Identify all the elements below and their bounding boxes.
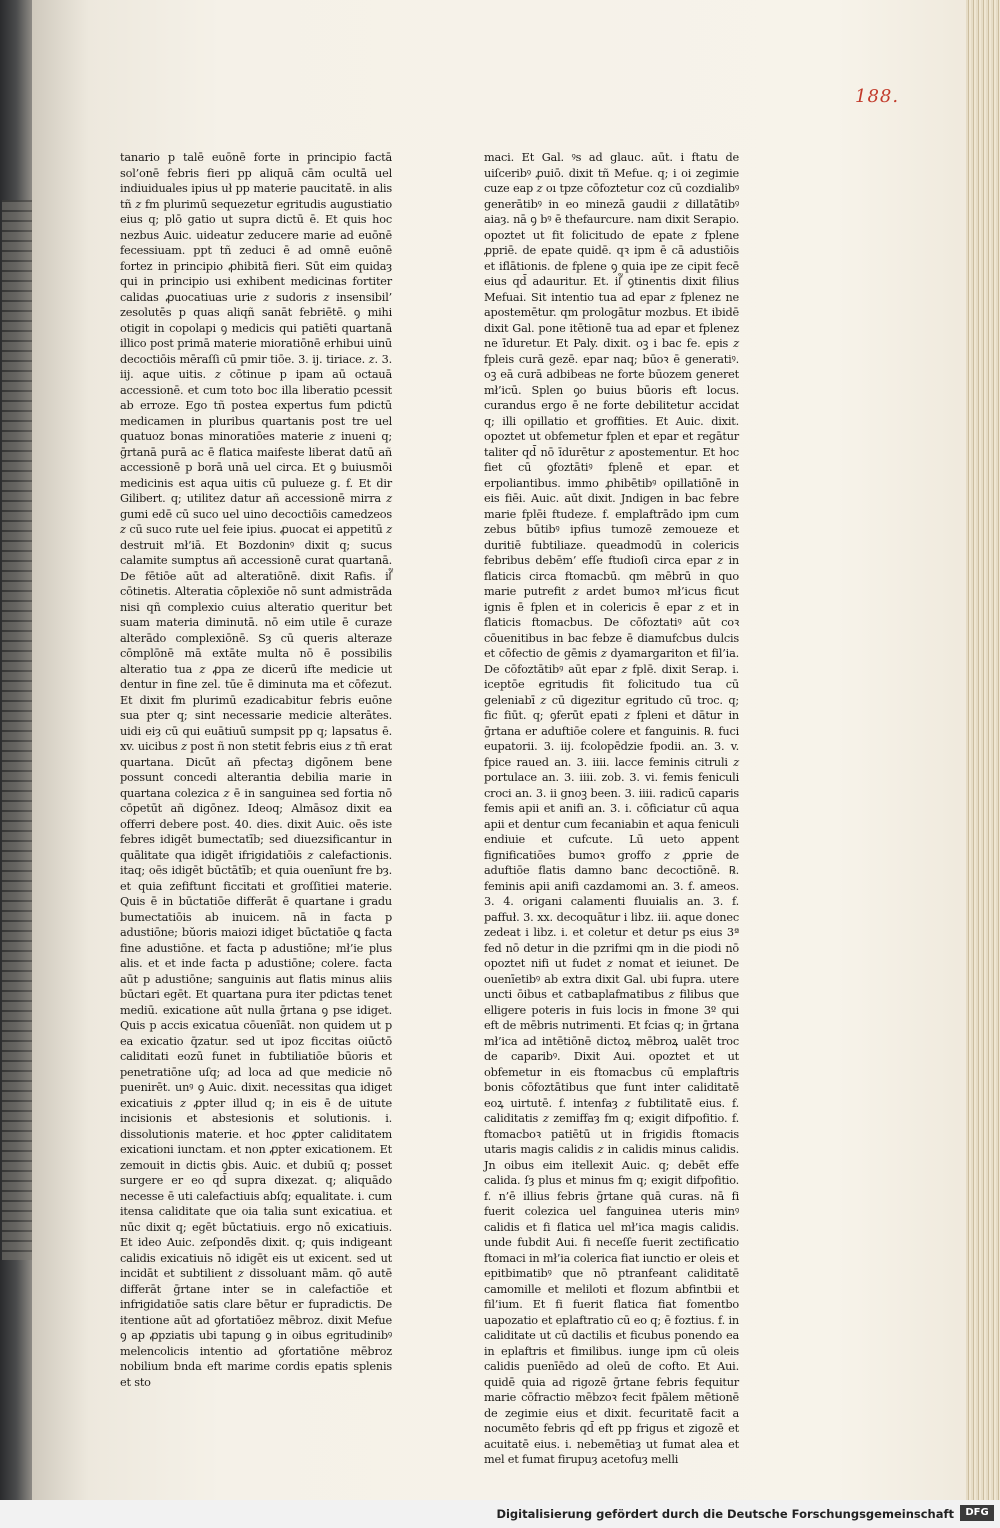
text-column-left	[120, 150, 392, 1389]
page-stack-edge	[966, 0, 1000, 1500]
previous-page-edge	[2, 200, 32, 1260]
right-column-text: maci. Et Gal. ꝰs ad glauc. aūt. i ftatu de uiſceribꝰ ꝓuiō. dixit tñ Mefue. q; i oi zegimie cuze eap 𝑧 oı tpze cōfoztetur coz cū cozdialibꝰ generātibꝰ in eo minezā gaudii 𝑧 dillatātibꝰ aiaȝ. nā ꝯ bꝰ ē thefaurcure. nam dixit Serapio. opoztet ut fit folicitudo de epate 𝑧 fplene ꝓpriē. de epate quidē. qꝛ ipm ē cā adustiōis et iflātionis. de fplene ꝯ quia ipe ze cipit fecē eius qd̄ adauritur. Et. iſ᷑ ꝯtinentis dixit filius Mefuai. Sit intentio tua ad epar 𝑧 fplenez ne apostemētur. qm prologātur mozbus. Et ibidē dixit Gal. pone itētionē tua ad epar et fplenez ne īduretur. Et Paly. dixit. oꝫ i bac fe. epis 𝑧 fpleis curā gezē. epar naq; būoꝛ ē generatiꝰ. oꝫ eā curā adbibeas ne forte būozem generet mł’icū. Splen ꝯo buius būoris eft locus. curandus ergo ē ne forte debilitetur accidat q; illi opillatio et groffities. Et Auic. dixit. opoztet ut obfemetur fplen et epar et regātur taliter qd̄ nō īdurētur 𝑧 apostementur. Et hoc fiet cū ꝯfoztātiꝰ fplenē et epar. et erpoliantibus. immo ꝓhibētibꝰ opillatiōnē in eis fiēi. Auic. aūt dixit. Jndigen in bac febre marie fplēi ftudeze. f. emplaftrādo ipm cum zebus būtibꝰ ipfius tumozē zemoueze et duritiē fubtiliaze. queadmodū in colericis febribus debēm’ efſe ftudioſi circa epar 𝑧 in flaticis circa ftomacbū. qm mēbrū in quo marie putrefit 𝑧 ardet bumoꝛ mł’icus ficut ignis ē fplen et in colericis ē epar 𝑧 et in flaticis ftomacbus. De cōfoztatiꝰ aūt coꝛ cōuenitibus in bac febze ē diamufcbus dulcis et cōfectio de gēmis 𝑧 dyamargariton et fil’ia. De cōfoztātibꝰ aūt epar 𝑧 fplē. dixit Serap. i. iceptōe egritudis fit folicitudo tua cū geleniabī 𝑧 cū digezitur egritudo cū troc. q; fic fiūt. q; ꝯferūt epati 𝑧 fpleni et dātur in ḡrtana er aduftiōe colere et fanguinis. ℞. fuci eupatorii. 3. iij. fcolopēdzie fpodii. an. 3. v. fpice raued an. 3. iiii. lacce feminis citruli 𝑧 portulace an. 3. iiii. zob. 3. vi. femis feniculi croci an. 3. ii gnoꝫ been. 3. iiii. radicū caparis femis apii et anifi an. 3. i. cōficiatur cū aqua apii et dentur cum fecaniabin et aqua feniculi endiuie et cufcute. Lū ueto appent fignificatiōes bumoꝛ groffo 𝑧 ꝓprie de aduftiōe flatis damno banc decoctiōnē. ℞. feminis apii anifi cazdamomi an. 3. f. ameos. 3. 4. origani calamenti fluuialis an. 3. f. paffuł. 3. xx. decoquātur i libz. iii. aque donec zedeat i libz. i. et coletur et detur ps eius 3ª fed nō detur in die pzrifmi qm in die piodi nō opoztet nifi ut fudet 𝑧 nomat et ieiunet. De ouenīetibꝰ ab extra dixit Gal. ubi fupra. utere uncti ōibus et catbaplafmatibus 𝑧 filibus que elligere poteris in fuis locis in fmone 3º qui eft de mēbris nutrimenti. Et fcias q; in ḡrtana mł’ica ad intētiōnē dictoꝝ mēbroꝝ ualēt troc de caparibꝰ. Dixit Aui. opoztet et ut obfemetur in eis ftomacbus cū emplaftris bonis cōfoztātibus que funt inter caliditatē eoꝝ uirtutē. f. intenfaȝ 𝑧 fubtilitatē eius. f. caliditatis 𝑧 zemiffaȝ fm q; exigit difpofitio. f. ftomacboꝛ patiētū ut in frigidis ftomacis utaris magis calidis 𝑧 in calidis minus calidis. Jn oibus eim itellexit Auic. q; debēt effe calida. ſȝ plus et minus fm q; exigit difpofitio. f. n’ē illius febris ḡrtane quā curas. nā fi fuerit colezica uel fanguinea uteris minꝰ calidis et fi flatica uel mł’ica magis calidis. unde fubdit Aui. fi neceſſe fuerit zectificatio ftomaci in mł’ia colerica fiat iunctio er oleis et epitbimatibꝰ que nō ptranfeant caliditatē camomille et meliloti et flozum abfintbii et fil’ium. Et fi fuerit flatica fiat fomentbo uapozatio et eplaftratio cū eo q; ē foztius. f. in caliditate ut cū dactilis et ficubus ponendo ea in eplaftris et fimilibus. iunge ipm cū oleis calidis puenīēdo ad oleū de cofto. Et Aui. quidē quia ad rigozē ḡrtane febris fequitur marie cōfractio mēbzoꝛ fecit fpālem mētionē de zegimie eius et dixit. fecuritatē facit a nocumēto febris qd̄ eft pp frigus et zigozē et acuitatē eius. i. nebemētiaȝ ut fumat alea et mel et fumat firupuȝ acetofuȝ melli	[484, 151, 739, 1466]
left-column-text: tanario p talē euōnē forte in principio factā sol’onē febris fieri pp aliquā cām ocultā uel indiuiduales ipius uł pp materie paucitatē. in alis tñ 𝑧 fm plurimū sequezetur egritudis augustiatio eius q; plō gatio ut supra dictū ē. Et quis hoc nezbus Auic. uideatur zeducere marie ad euōnē fecessiuam. ppt tñ zeduci ē ad omnē euōnē fortez in principio ꝓhibitā fieri. Sūt eim quidaȝ qui in principio usi exhibent medicinas fortiter calidas ꝓuocatiuas urie 𝑧 sudoris 𝑧 insensibil’ zesolutēs p quas aliqñ sanāt febriētē. ꝯ mihi otigit in copolapi ꝯ medicis qui patiēti quartanā illico post primā materie mioratiōnē erhibui uinū decoctiōis mēraſſi cū pmir tiōe. 3. ij. tiriace. 𝑧. 3. iij. aque uitis. 𝑧 cōtinue p ipam aū octauā accessionē. et cum toto boc illa liberatio pcessit ab erroze. Ego tñ postea expertus fum pdictū medicamen in pluribus quartanis post tre uel quatuoz bonas minoratiōes materie 𝑧 inueni q; ḡrtanā purā ac ē flatica maifeste liberat datū añ accessionē p borā unā uel circa. Et ꝯ buiusmōi medicinis est aqua uitis cū pulueze g. f. Et dir Gilibert. q; utilitez datur añ accessionē mirra 𝑧 gumi edē cū suco uel uino decoctiōis camedzeos 𝑧 cū suco rute uel feie ipius. ꝓuocat ei appetitū 𝑧 destruit mł’iā. Et Bozdoninꝰ dixit q; sucus calamite sumptus añ accessionē curat quartanā. De fētiōe aūt ad alteratiōnē. dixit Rafis. iſ᷑ cōtinetis. Alteratia cōplexiōe nō sunt admistrāda nisi qñ complexio cuius alteratio queritur bet suam materia diminutā. nō eim utile ē curaze alterādo complexiōnē. Sȝ cū queris alteraze cōmplōnē mā extāte multa nō ē possibilis alteratio tua 𝑧 ꝓpa ze dicerū ifte medicie ut dentur in fine zel. tūe ē diminuta ma et cōfezut. Et dixit fm plurimū ezadicabitur febris euōne sua pter q; sint necessarie medicie alterātes. uidi eiȝ cū qui euātiuū sumpsit pp q; lapsatus ē. xv. uicibus 𝑧 post ñ non stetit febris eius 𝑧 tñ erat quartana. Dicūt añ pfectaȝ digōnem bene possunt concedi alterantia debilia marie in quartana colezica 𝑧 ē in sanguinea sed fortia nō cōpetūt añ digōnez. Ideoq; Almāsoz dixit ea offerri debere post. 40. dies. dixit Auic. oēs iste febres idigēt bumectatīb; sed diuezsificantur in quālitate qua idigēt ifrigidatiōis 𝑧 calefactionis. itaq; oēs idigēt būctātīb; et quia ouenīunt fre bȝ. et quia zefiftunt ficcitati et groſſitiei materie. Quis ē in būctatiōe differāt ē quartane i gradu bumectatiōis ab inuicem. nā in facta p adustiōne; bŭoris maiozi idiget būctatiōe ꝗ facta fine adustiōne. et facta p adustiōne; mł’ie plus alis. et et inde facta p adustiōne; colere. facta aūt p adustiōne; sanguinis aut flatis minus aliis būctari egēt. Et quartana pura iter pdictas tenet mediū. exicatione aūt nulla ḡrtana ꝯ pse idiget. Quis p accis exicatua cōuenīāt. non quidem ut p ea exicatio q̄zatur. sed ut ipoz ficcitas oiūctō caliditati eozū funet in fubtiliatiōe būoris et penetratiōne uſq; ad loca ad que medicie nō puenirēt. unꝰ ꝯ Auic. dixit. necessitas qua idiget exicatiuis 𝑧 ꝓpter illud q; in eis ē de uitute incisionis et abstesionis et solutionis. i. dissolutionis materie. et hoc ꝓpter caliditatem exicationi iunctam. et non ꝓpter exicationem. Et zemouit in dictis ꝯbis. Auic. et dubiū q; posset surgere er eo qd̄ supra dixezat. q; aliquādo necesse ē uti calefactiuis abſq; equalitate. i. cum itensa caliditate que oia talia sunt exicatiua. et nūc dixit q; egēt būctatiuis. ergo nō exicatiuis. Et ideo Auic. zeſpondēs dixit. q; quis indigeant calidis exicatiuis nō idigēt eis ut exicent. sed ut incidāt et subtilient 𝑧 dissoluant mām. qō autē differāt ḡrtane inter se in calefactiōe et infrigidatiōe satis clare bētur er fupradictis. De itentione aūt ad ꝯfortatiōez mēbroz. dixit Mefue ꝯ ap ꝓpziatis ubi tapung ꝯ in oibus egritudinibꝰ melencolicis intentio ad ꝯfortatiōne mēbroz nobilium bnda eft marime cordis epatis splenis et sto	[120, 151, 392, 1389]
funding-credit: Digitalisierung gefördert durch die Deutsche Forschungsgemeinschaft	[496, 1507, 954, 1521]
dfg-logo: DFG	[960, 1505, 994, 1521]
text-column-right	[484, 150, 739, 1466]
folio-number: 188.	[855, 86, 900, 107]
footer-bar	[0, 1500, 1000, 1528]
